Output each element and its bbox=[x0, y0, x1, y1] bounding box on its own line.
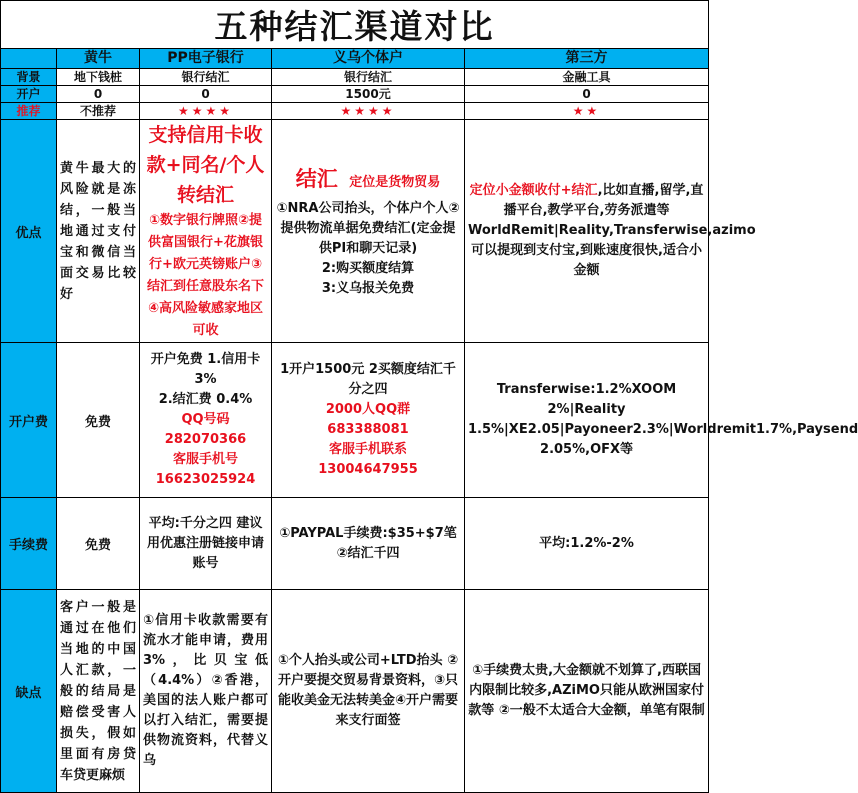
header-huangniu: 黄牛 bbox=[57, 49, 140, 69]
advantage-yiwu-subtitle: 定位是货物贸易 bbox=[349, 175, 441, 190]
background-cell: 银行结汇 bbox=[140, 69, 272, 86]
row-label-account: 开户 bbox=[1, 86, 57, 103]
advantage-yiwu-body: ①NRA公司抬头，个体户个人②提供物流单据免费结汇(定金提供PI和聊天记录) bbox=[276, 201, 460, 256]
opening-fee-pp-body: 开户免费 1.信用卡3% bbox=[150, 352, 261, 387]
opening-fee-pp-bank bbox=[140, 343, 272, 498]
opening-fee-pp-qq-label: QQ号码 bbox=[181, 412, 230, 427]
row-label-opening-fee: 开户费 bbox=[1, 343, 57, 498]
background-cell: 银行结汇 bbox=[272, 69, 465, 86]
account-cell: 0 bbox=[57, 86, 140, 103]
disadvantage-huangniu: 客户一般是通过在他们当地的中国人汇款，一般的结局是赔偿受害人损失，假如里面有房贷车贷更麻烦 bbox=[57, 590, 140, 793]
advantage-yiwu-body2: 2:购买额度结算 bbox=[321, 261, 415, 276]
opening-fee-yiwu-phone: 13004647955 bbox=[318, 462, 418, 477]
row-label-recommend: 推荐 bbox=[1, 103, 57, 120]
opening-fee-pp-qq: 282070366 bbox=[164, 432, 247, 447]
handling-fee-huangniu: 免费 bbox=[57, 498, 140, 590]
row-label-advantages: 优点 bbox=[1, 120, 57, 343]
opening-fee-pp-phone: 16623025924 bbox=[155, 472, 256, 487]
recommend-stars: ★★★★ bbox=[272, 103, 465, 120]
row-label-background: 背景 bbox=[1, 69, 57, 86]
row-label-handling-fee: 手续费 bbox=[1, 498, 57, 590]
advantage-third-red: 定位小金额收付+结汇 bbox=[469, 183, 598, 198]
background-cell: 地下钱桩 bbox=[57, 69, 140, 86]
opening-fee-huangniu: 免费 bbox=[57, 343, 140, 498]
page-title: 五种结汇渠道对比 bbox=[1, 1, 709, 49]
opening-fee-third-party: Transferwise:1.2%XOOM 2%|Reality 1.5%|XE2.05|Payoneer2.3%|Worldremit1.7%,Paysend 2.05%,OFX等 bbox=[465, 343, 709, 498]
advantage-pp-items: ①数字银行牌照②提供富国银行+花旗银行+欧元英镑账户③结汇到任意股东名下④高风险敏感家地区可收 bbox=[146, 213, 264, 338]
disadvantage-pp-bank: ①信用卡收款需要有流水才能申请，费用3%，比贝宝低（4.4%）②香港，美国的法人账户都可以打入结汇，需要提供物流资料，代替义乌 bbox=[140, 590, 272, 793]
handling-fee-yiwu: ①PAYPAL手续费:$35+$7笔 ②结汇千四 bbox=[272, 498, 465, 590]
advantage-yiwu bbox=[272, 120, 465, 343]
advantage-huangniu: 黄牛最大的风险就是冻结，一般当地通过支付宝和微信当面交易比较好 bbox=[57, 120, 140, 343]
header-yiwu: 义乌个体户 bbox=[272, 49, 465, 69]
account-cell: 0 bbox=[140, 86, 272, 103]
disadvantage-third-party: ①手续费太贵,大金额就不划算了,西联国内限制比较多,AZiMO只能从欧洲国家付款等 ②一般不太适合大金额，单笔有限制 bbox=[465, 590, 709, 793]
account-cell: 1500元 bbox=[272, 86, 465, 103]
advantage-yiwu-title: 结汇 bbox=[295, 167, 338, 191]
recommend-stars: ★★ bbox=[465, 103, 709, 120]
recommend-stars: ★★★★ bbox=[140, 103, 272, 120]
opening-fee-yiwu-group-num: 683388081 bbox=[327, 422, 409, 437]
handling-fee-third-party: 平均:1.2%-2% bbox=[465, 498, 709, 590]
advantage-third-party bbox=[465, 120, 756, 343]
background-cell: 金融工具 bbox=[465, 69, 709, 86]
opening-fee-yiwu bbox=[272, 343, 465, 498]
row-label-disadvantages: 缺点 bbox=[1, 590, 57, 793]
advantage-third-body: ,比如直播,留学,直播平台,教学平台,劳务派遣等WorldRemit|Reality,Transferwise,azimo可以提现到支付宝,到账速度很快,适合小金额 bbox=[468, 183, 756, 278]
handling-fee-pp-bank: 平均:千分之四 建议用优惠注册链接申请账号 bbox=[140, 498, 272, 590]
header-third-party: 第三方 bbox=[465, 49, 709, 69]
opening-fee-yiwu-body: 1开户1500元 2买额度结汇千分之四 bbox=[280, 362, 456, 397]
advantage-pp-bank bbox=[140, 120, 272, 343]
account-cell: 0 bbox=[465, 86, 709, 103]
opening-fee-pp-cs: 客服手机号 bbox=[172, 452, 238, 467]
advantage-pp-title: 支持信用卡收款+同名/个人转结汇 bbox=[146, 124, 265, 206]
opening-fee-pp-body2: 2.结汇费 0.4% bbox=[158, 392, 253, 407]
header-blank bbox=[1, 49, 57, 69]
disadvantage-yiwu: ①个人抬头或公司+LTD抬头 ②开户要提交贸易背景资料，③只能收美金无法转美金④开户需要来支行面签 bbox=[272, 590, 465, 793]
recommend-cell: 不推荐 bbox=[57, 103, 140, 120]
opening-fee-yiwu-group: 2000人QQ群 bbox=[325, 402, 411, 417]
header-pp-bank: PP电子银行 bbox=[140, 49, 272, 69]
advantage-yiwu-body3: 3:义乌报关免费 bbox=[321, 281, 415, 296]
opening-fee-yiwu-cs: 客服手机联系 bbox=[328, 442, 407, 457]
